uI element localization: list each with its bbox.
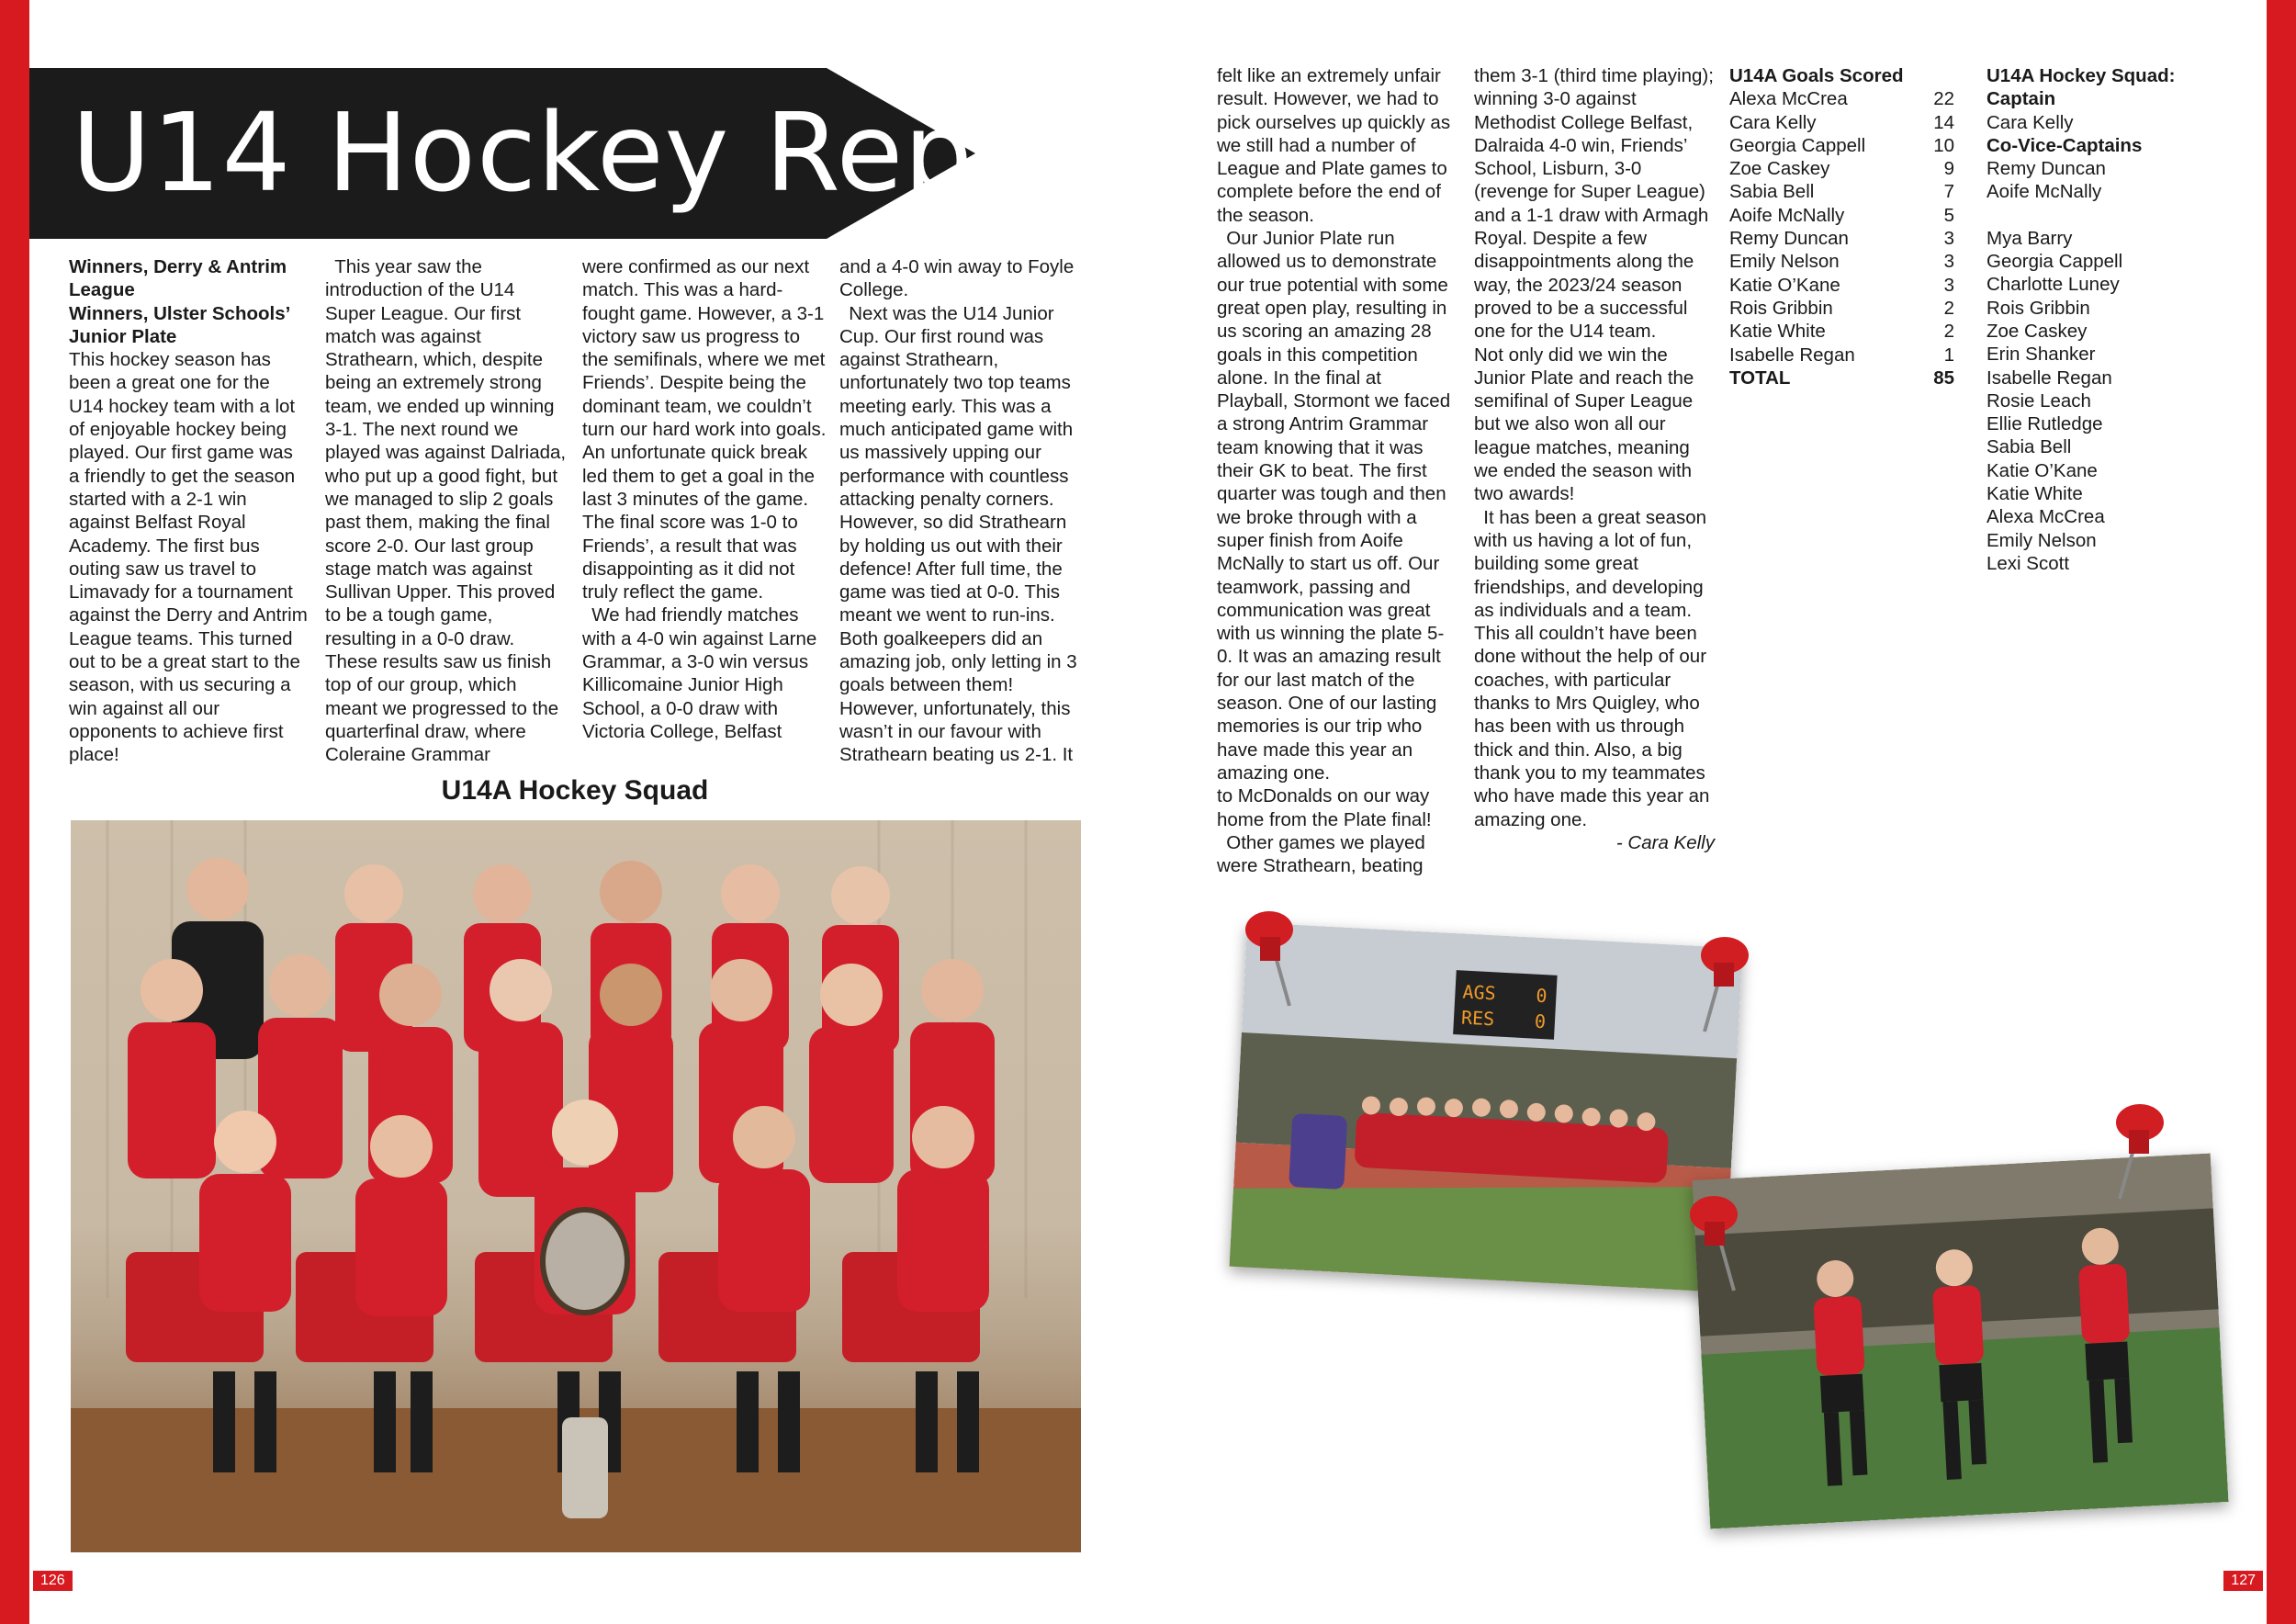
article-paragraph: It has been a great season with us having a lot of fun, building some great friendships, and developing as individuals and a team. This all couldn’t have been done without the help of our coaches, with particular thanks to Mrs Quigley, who has been with us through thick and thin. Also, a big thank you to my teammates who have made this year an amazing one. <box>1474 506 1710 830</box>
squad-member: Georgia Cappell <box>1986 251 2123 273</box>
pushpin-icon <box>1686 1194 1750 1295</box>
goals-row <box>1729 274 1954 297</box>
pushpin-icon <box>1242 909 1306 1010</box>
goals-row <box>1729 134 1954 157</box>
goals-total-row <box>1729 367 1954 389</box>
goals-row <box>1729 111 1954 134</box>
article-column-4 <box>839 255 1080 767</box>
article-paragraph: were confirmed as our next match. This was a hard-fought game. However, a 3-1 victory saw us progress to the semifinals, where we met Friends’. Despite being the dominant team, we couldn’t turn our hard work into goals. An unfortunate quick break led them to get a goal in the last 3 minutes of the game. The final score was 1-0 to Friends’, a result that was disappointing as it did not truly reflect the game. <box>582 256 827 603</box>
player-name: Remy Duncan <box>1729 228 1849 250</box>
action-photo-illustration <box>1692 1153 2228 1528</box>
pushpin-icon <box>1688 935 1752 1036</box>
right-page-edge <box>2267 0 2296 1624</box>
goals-row <box>1729 320 1954 343</box>
goals-row <box>1729 180 1954 203</box>
article-paragraph: Not only did we win the Junior Plate and reach the semifinal of Super League but we also won all our league matches, meaning we ended the season with two awards! <box>1474 344 1694 505</box>
article-paragraph: to McDonalds on our way home from the Plate final! <box>1217 785 1432 830</box>
squad-member: Zoe Caskey <box>1986 320 2088 342</box>
scoreboard-line-1: AGS <box>1461 980 1497 1005</box>
squad-member: Katie O’Kane <box>1986 459 2098 481</box>
vice-captain-name: Remy Duncan <box>1986 158 2106 180</box>
player-goals: 22 <box>1933 88 1954 110</box>
squad-member: Katie White <box>1986 483 2083 505</box>
player-name: Georgia Cappell <box>1729 134 1866 156</box>
squad-member: Ellie Rutledge <box>1986 413 2103 435</box>
player-goals: 2 <box>1943 297 1954 319</box>
team-photo-illustration <box>71 820 1081 1552</box>
pushpin-icon <box>2103 1102 2167 1203</box>
player-goals: 7 <box>1943 181 1954 203</box>
goals-rows <box>1729 87 1954 367</box>
goals-row <box>1729 344 1954 367</box>
action-photo <box>1692 1153 2228 1528</box>
article-paragraph: them 3-1 (third time playing); winning 3-0 against Methodist College Belfast, Dalraida 4-0 win, Friends’ School, Lisburn, 3-0 (revenge for Super League) and a 1-1 draw with Armagh Royal. Despite a few disappointments along the way, the 2023/24 season proved to be a successful one for the U14 team. <box>1474 65 1714 343</box>
article-paragraph: Next was the U14 Junior Cup. Our first round was against Strathearn, unfortunately two top teams meeting early. This was a much anticipated game with us massively upping our performance with countless attacking penalty corners. However, so did Strathearn by holding us out with their defence! After full time, the game was tied at 0-0. This meant we went to run-ins. Both goalkeepers did an amazing job, only letting in 3 goals between them! However, unfortunately, this wasn’t in our favour with Strathearn beating us 2-1. It <box>839 302 1077 766</box>
squad-member: Charlotte Luney <box>1986 274 2120 296</box>
team-pitch-illustration <box>1230 922 1743 1292</box>
player-goals: 10 <box>1933 134 1954 156</box>
scoreboard-score-1: 0 <box>1535 984 1548 1008</box>
article-paragraph: Other games we played were Strathearn, beating <box>1217 831 1425 877</box>
title-banner <box>29 68 1131 239</box>
player-name: Emily Nelson <box>1729 251 1840 273</box>
player-name: Rois Gribbin <box>1729 297 1833 319</box>
goals-table <box>1729 64 1954 389</box>
article-column-6 <box>1474 64 1715 854</box>
squad-title: U14A Hockey Squad: <box>1986 65 2176 86</box>
vice-captain-name: Aoife McNally <box>1986 181 2102 203</box>
spacer <box>1986 204 2175 227</box>
player-goals: 9 <box>1943 158 1954 180</box>
article-paragraph: This year saw the introduction of the U14 Super League. Our first match was against Strathearn, which, despite being an extremely strong team, we ended up winning 3-1. The next round we played was against Dalriada, who put up a good fight, but we managed to slip 2 goals past them, making the final score 2-0. Our last group stage match was against Sullivan Upper. This proved to be a tough game, resulting in a 0-0 draw. These results saw us finish top of our group, which meant we progressed to the quarterfinal draw, where Coleraine Grammar <box>325 256 567 766</box>
article-paragraph: We had friendly matches with a 4-0 win against Larne Grammar, a 3-0 win versus Killicomaine Junior High School, a 0-0 draw with Victoria College, Belfast <box>582 604 817 742</box>
squad-member: Rois Gribbin <box>1986 297 2090 319</box>
goals-total-value: 85 <box>1933 367 1954 389</box>
team-pitch-photo <box>1230 922 1743 1292</box>
squad-members <box>1986 227 2175 575</box>
squad-photo-caption: U14A Hockey Squad <box>441 775 709 806</box>
achievement-1: Winners, Derry & Antrim League <box>69 256 287 301</box>
left-page-edge <box>0 0 29 1624</box>
squad-member: Mya Barry <box>1986 227 2073 249</box>
article-paragraph: Our Junior Plate run allowed us to demonstrate our true potential with some great open play, resulting in us scoring an amazing 28 goals in this competition alone. In the final at Playball, Stormont we faced a strong Antrim Grammar team knowing that it was their GK to beat. The first quarter was tough and then we broke through with a super finish from Aoife McNally to start us off. Our teamwork, passing and communication was great with us winning the plate 5-0. It was an amazing result for our last match of the season. One of our lasting memories is our trip who have made this year an amazing one. <box>1217 228 1451 784</box>
team-photo <box>71 820 1081 1552</box>
player-goals: 3 <box>1943 251 1954 273</box>
player-name: Aoife McNally <box>1729 204 1845 226</box>
player-name: Katie O’Kane <box>1729 274 1840 296</box>
page-title: U14 Hockey Report <box>72 89 1131 216</box>
article-paragraph: felt like an extremely unfair result. However, we had to pick ourselves up quickly as we still had a number of League and Plate games to complete before the end of the season. <box>1217 65 1451 226</box>
squad-list <box>1986 64 2175 575</box>
player-goals: 3 <box>1943 274 1954 296</box>
article-column-2 <box>325 255 568 767</box>
player-goals: 5 <box>1943 204 1954 226</box>
squad-member: Isabelle Regan <box>1986 367 2112 389</box>
player-name: Sabia Bell <box>1729 181 1815 203</box>
squad-member: Rosie Leach <box>1986 389 2091 412</box>
vice-captains-label: Co-Vice-Captains <box>1986 134 2143 156</box>
goals-row <box>1729 87 1954 110</box>
captain-label: Captain <box>1986 88 2056 110</box>
goals-row <box>1729 204 1954 227</box>
player-name: Alexa McCrea <box>1729 88 1848 110</box>
squad-member: Lexi Scott <box>1986 552 2070 574</box>
player-name: Cara Kelly <box>1729 111 1817 133</box>
page-number-left: 126 <box>33 1571 73 1591</box>
squad-member: Alexa McCrea <box>1986 506 2105 528</box>
goals-row <box>1729 227 1954 250</box>
scoreboard-line-2: RES <box>1460 1006 1495 1031</box>
achievement-2: Winners, Ulster Schools’ Junior Plate <box>69 302 290 347</box>
player-goals: 1 <box>1943 344 1954 366</box>
goals-total-label: TOTAL <box>1729 367 1791 389</box>
article-paragraph: and a 4-0 win away to Foyle College. <box>839 256 1075 301</box>
player-goals: 14 <box>1933 111 1954 133</box>
goals-table-title: U14A Goals Scored <box>1729 65 1904 86</box>
player-goals: 3 <box>1943 228 1954 250</box>
player-name: Katie White <box>1729 321 1826 343</box>
scoreboard-score-2: 0 <box>1534 1009 1547 1033</box>
squad-member: Emily Nelson <box>1986 529 2097 551</box>
article-column-1 <box>69 255 308 767</box>
player-name: Zoe Caskey <box>1729 158 1830 180</box>
article-paragraph: This hockey season has been a great one for the U14 hockey team with a lot of enjoyable hockey being played. Our first game was a friendly to get the season started with a 2-1 win against Belfast Royal Academy. The first bus outing saw us travel to Limavady for a tournament against the Derry and Antrim League teams. This turned out to be a great start to the season, with us securing a win against all our opponents to achieve first place! <box>69 349 308 766</box>
page-number-right: 127 <box>2223 1571 2263 1591</box>
article-column-5 <box>1217 64 1458 877</box>
author-signature: - Cara Kelly <box>1615 831 1715 853</box>
player-name: Isabelle Regan <box>1729 344 1855 366</box>
squad-member: Sabia Bell <box>1986 436 2072 458</box>
captain-name: Cara Kelly <box>1986 111 2074 133</box>
goals-row <box>1729 297 1954 320</box>
player-goals: 2 <box>1943 321 1954 343</box>
article-column-3 <box>582 255 827 743</box>
goals-row <box>1729 157 1954 180</box>
squad-member: Erin Shanker <box>1986 344 2096 366</box>
goals-row <box>1729 250 1954 273</box>
